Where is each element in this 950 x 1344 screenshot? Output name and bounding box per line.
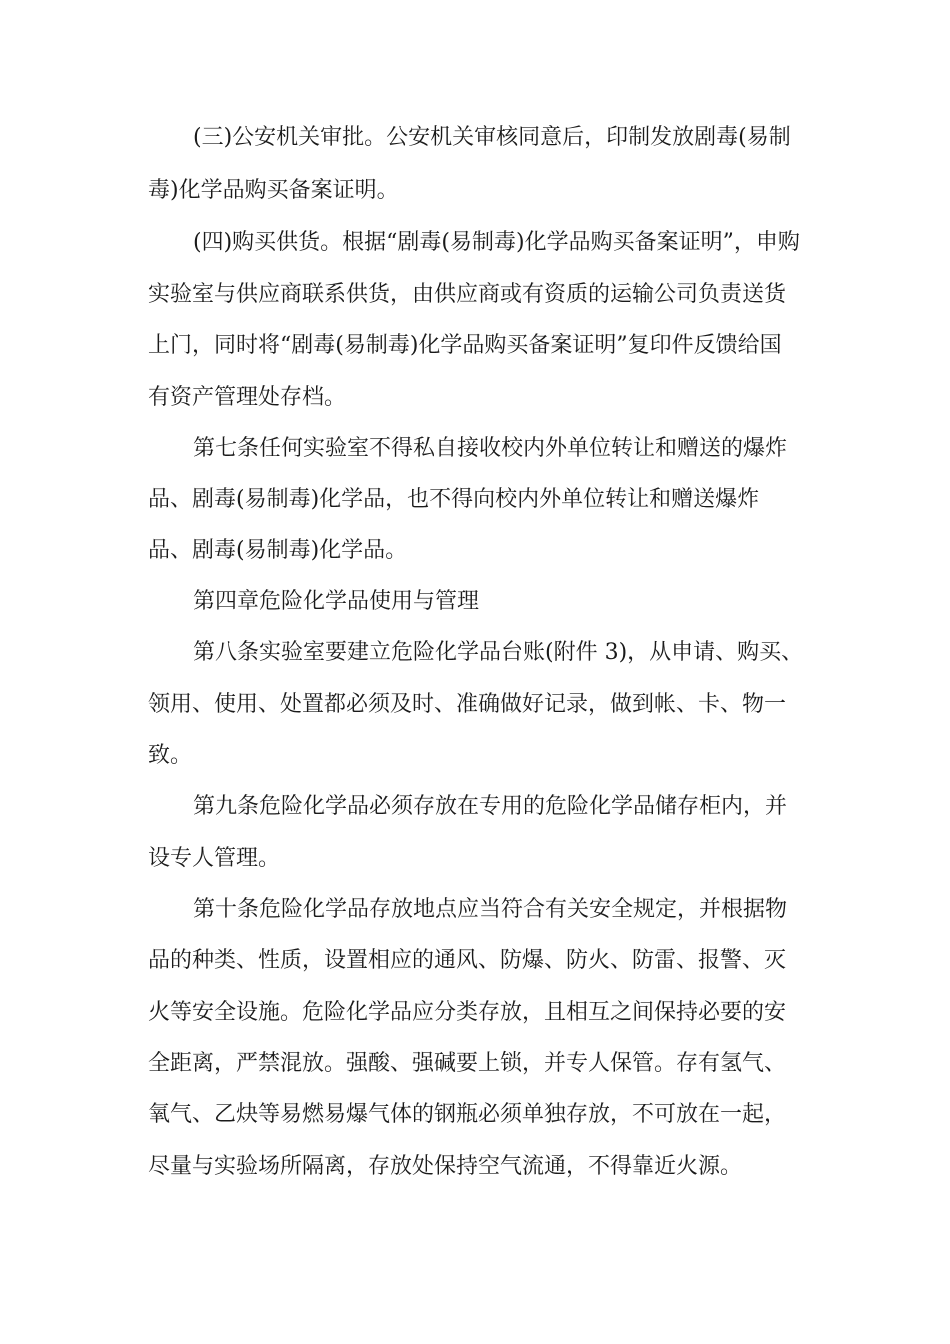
paragraph-line: 第八条实验室要建立危险化学品台账(附件 3)，从申请、购买、 [193,640,804,665]
paragraph-line: 品、剧毒(易制毒)化学品，也不得向校内外单位转让和赠送爆炸 [148,487,760,512]
paragraph-line: 设专人管理。 [148,846,281,871]
paragraph-line: 有资产管理处存档。 [148,385,347,410]
paragraph-line: 实验室与供应商联系供货，由供应商或有资质的运输公司负责送货 [148,282,787,307]
paragraph-line: 领用、使用、处置都必须及时、准确做好记录，做到帐、卡、物一 [148,692,787,717]
paragraph-line: 品的种类、性质，设置相应的通风、防爆、防火、防雷、报警、灭 [148,948,787,973]
paragraph-line: 上门，同时将“剧毒(易制毒)化学品购买备案证明”复印件反馈给国 [148,333,782,358]
paragraph-line: 毒)化学品购买备案证明。 [148,178,399,203]
paragraph-line: 火等安全设施。危险化学品应分类存放，且相互之间保持必要的安 [148,1000,787,1025]
paragraph-line: (四)购买供货。根据“剧毒(易制毒)化学品购买备案证明”，申购 [193,230,800,255]
paragraph-line: 品、剧毒(易制毒)化学品。 [148,538,408,563]
paragraph-line: (三)公安机关审批。公安机关审核同意后，印制发放剧毒(易制 [193,125,791,150]
paragraph-line: 全距离，严禁混放。强酸、强碱要上锁，并专人保管。存有氢气、 [148,1051,787,1076]
paragraph-line: 致。 [148,743,193,768]
paragraph-line: 第九条危险化学品必须存放在专用的危险化学品储存柜内，并 [193,794,788,819]
paragraph-line: 第十条危险化学品存放地点应当符合有关安全规定，并根据物 [193,897,788,922]
paragraph-line: 第七条任何实验室不得私自接收校内外单位转让和赠送的爆炸 [193,436,788,461]
paragraph-line: 尽量与实验场所隔离，存放处保持空气流通，不得靠近火源。 [148,1154,743,1179]
paragraph-line: 氧气、乙炔等易燃易爆气体的钢瓶必须单独存放，不可放在一起， [148,1102,787,1127]
chapter-heading: 第四章危险化学品使用与管理 [193,589,480,614]
